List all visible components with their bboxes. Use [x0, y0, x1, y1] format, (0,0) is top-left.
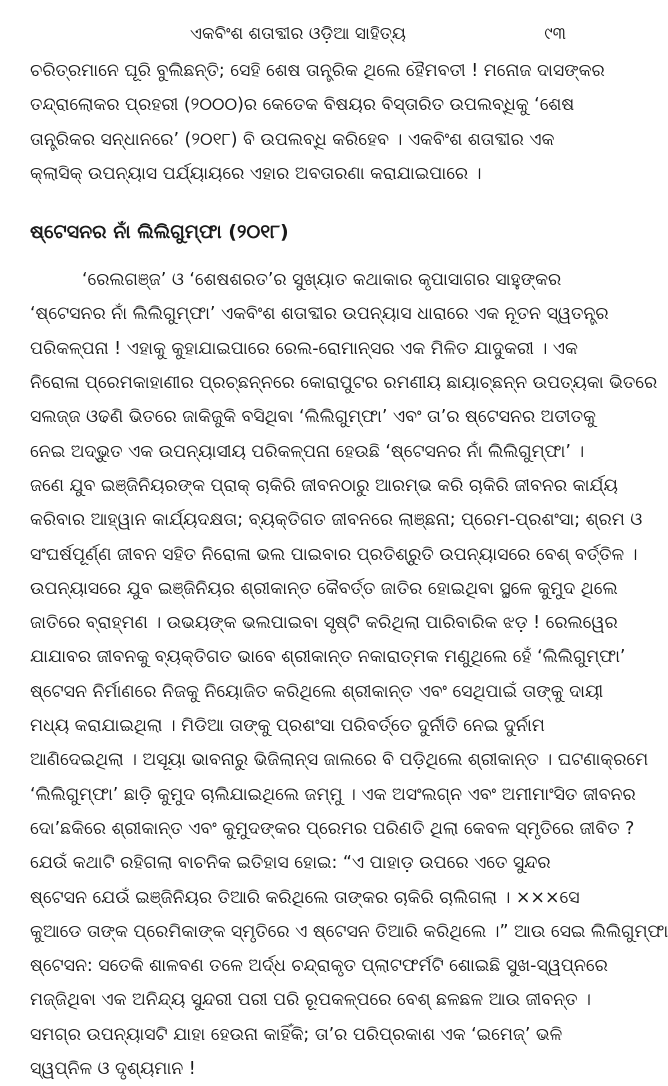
text-line: ଷ୍ଟେସନ ଯେଉଁ ଇଞ୍ଜିନିୟର ତିଆରି କରିଥିଲେ ତାଙ୍କର ଚାକିରି ଚାଲିଗଲା । ×××ସେ	[30, 887, 580, 908]
paragraph-1	[30, 54, 605, 191]
text-line: ଯେଉଁ କଥାଟି ରହିଗଲା ବାଚନିକ ଇତିହାସ ହୋଇ: “ଏ ପାହାଡ଼ ଉପରେ ଏତେ ସୁନ୍ଦର	[30, 853, 551, 874]
text-line: ଚରିତ୍ରମାନେ ଘୂରି ବୁଲିଛନ୍ତି; ସେହି ଶେଷ ତାନ୍ତ୍ରିକ ଥିଲେ ହୈମବତୀ ! ମନୋଜ ଦାସଙ୍କର	[30, 61, 605, 81]
text-line: ସଲଜ୍ଜ ଓଢଣି ଭିତରେ ଜାକିଜୁକି ବସିଥିବା ‘ଲିଲିଗୁମ୍ଫା’ ଏବଂ ତା’ର ଷ୍ଟେସନର ଅତୀତକୁ	[30, 407, 596, 428]
text-line: ତନ୍ଦ୍ରାଲୋକର ପ୍ରହରୀ (୨୦୦୦)ର କେତେକ ବିଷୟର ବିସ୍ତାରିତ ଉପଲବ୍ଧିକୁ ‘ଶେଷ	[30, 95, 575, 116]
text-line: ‘ଲିଲିଗୁମ୍ଫା’ ଛାଡ଼ି କୁମୁଦ ଚାଲିଯାଇଥିଲେ ଜମ୍ମୁ । ଏକ ଅସଂଲଗ୍ନ ଏବଂ ଅମୀମାଂସିତ ଜୀବନର	[30, 784, 636, 805]
text-line: ମଜ୍ଜିଥିବା ଏକ ଅନିନ୍ଦ୍ୟ ସୁନ୍ଦରୀ ପରୀ ପରି ରୂପକଳ୍ପରେ ବେଶ୍ ଛଳଛଳ ଆଉ ଜୀବନ୍ତ ।	[30, 990, 591, 1011]
text-line: ‘ଷ୍ଟେସନର ନାଁ ଲିଲିଗୁମ୍ଫା’ ଏକବିଂଶ ଶତାବ୍ଦୀର ଉପନ୍ୟାସ ଧାରାରେ ଏକ ନୂତନ ସ୍ୱତନ୍ତ୍ର	[30, 304, 609, 325]
text-line: ସମଗ୍ର ଉପନ୍ୟାସଟି ଯାହା ହେଉନା କାହିଁକି; ତା’ର ପରିପ୍ରକାଶ ଏକ ‘ଇମେଜ୍’ ଭଳି	[30, 1024, 563, 1045]
text-line: କୁଆଡେ ତାଙ୍କ ପ୍ରେମିକାଙ୍କ ସ୍ମୃତିରେ ଏ ଷ୍ଟେସନ ତିଆରି କରିଥିଲେ ।” ଆଉ ସେଇ ଲିଲିଗୁମ୍ଫା	[30, 921, 668, 942]
running-title: ଏକବିଂଶ ଶତାବ୍ଦୀର ଓଡ଼ିଆ ସାହିତ୍ୟ	[190, 24, 406, 44]
running-header	[30, 14, 566, 54]
page-number: ୯୩	[544, 24, 566, 44]
text-line: ପରିକଳ୍ପନା ! ଏହାକୁ କୁହାଯାଇପାରେ ରେଲ-ରୋମାନ୍ସର ଏକ ମିଳିତ ଯାଦୁକରୀ । ଏକ	[30, 338, 578, 359]
text-line: ଜାତିରେ ବ୍ରାହ୍ମଣ । ଉଭୟଙ୍କ ଭଲପାଇବା ସୃଷ୍ଟି କରିଥିଲା ପାରିବାରିକ ଝଡ଼ ! ରେଲୱେର	[30, 613, 618, 634]
text-line: କ୍ଲାସିକ୍ ଉପନ୍ୟାସ ପର୍ଯ୍ୟାୟରେ ଏହାର ଅବତାରଣା କରାଯାଇପାରେ ।	[30, 163, 482, 184]
text-line: ଯାଯାବର ଜୀବନକୁ ବ୍ୟକ୍ତିଗତ ଭାବେ ଶ୍ରୀକାନ୍ତ ନକାରାତ୍ମକ ମଣୁଥିଲେ ହେଁ ‘ଲିଲିଗୁମ୍ଫା’	[30, 647, 626, 668]
text-line: ତାନ୍ତ୍ରିକର ସନ୍ଧାନରେ’ (୨୦୧୮) ବି ଉପଲବ୍ଧି କରିହେବ । ଏକବିଂଶ ଶତାବ୍ଦୀର ଏକ	[30, 129, 555, 150]
text-line: ନିରୋଳା ପ୍ରେମକାହାଣୀର ପ୍ରଚ୍ଛନ୍ନରେ କୋରାପୁଟର ରମଣୀୟ ଛାୟାଚ୍ଛନ୍ନ ଉପତ୍ୟକା ଭିତରେ	[30, 373, 658, 394]
section-heading: ଷ୍ଟେସନର ନାଁ ଲିଲିଗୁମ୍ଫା (୨୦୧୮)	[30, 221, 289, 244]
text-line: ଦୋ’ଛକିରେ ଶ୍ରୀକାନ୍ତ ଏବଂ କୁମୁଦଙ୍କର ପ୍ରେମର ପରିଣତି ଥିଲା କେବଳ ସ୍ମୃତିରେ ଜୀବିତ ?	[30, 818, 635, 839]
text-line: ସଂଘର୍ଷପୂର୍ଣ୍ଣ ଜୀବନ ସହିତ ନିରୋଳା ଭଲ ପାଇବାର ପ୍ରତିଶ୍ରୁତି ଉପନ୍ୟାସରେ ବେଶ୍ ବର୍ତ୍ତିଳ ।	[30, 544, 638, 565]
text-line: ନେଇ ଅଦ୍ଭୁତ ଏକ ଉପନ୍ୟାସୀୟ ପରିକଳ୍ପନା ହେଉଛି ‘ଷ୍ଟେସନର ନାଁ ଲିଲିଗୁମ୍ଫା’ ।	[30, 441, 585, 462]
paragraph-2	[30, 263, 668, 1086]
text-line: ଉପନ୍ୟାସରେ ଯୁବ ଇଞ୍ଜିନିୟର ଶ୍ରୀକାନ୍ତ କୈବର୍ତ୍ତ ଜାତିର ହୋଇଥିବା ସ୍ଥଳେ କୁମୁଦ ଥିଲେ	[30, 578, 618, 599]
text-line: ଜଣେ ଯୁବ ଇଞ୍ଜିନିୟରଙ୍କ ପ୍ରାକ୍ ଚାକିରି ଜୀବନଠାରୁ ଆରମ୍ଭ କରି ଚାକିରି ଜୀବନର କାର୍ଯ୍ୟ	[30, 475, 618, 496]
text-line: କରିବାର ଆହ୍ୱାନ କାର୍ଯ୍ୟଦକ୍ଷତା; ବ୍ୟକ୍ତିଗତ ଜୀବନରେ ଲାଞ୍ଛନା; ପ୍ରେମ-ପ୍ରଶଂସା; ଶ୍ରମ ଓ	[30, 510, 643, 531]
text-line: ମଧ୍ୟ କରାଯାଇଥିଲା । ମିଡିଆ ତାଙ୍କୁ ପ୍ରଶଂସା ପରିବର୍ତ୍ତେ ଦୁର୍ନୀତି ନେଇ ଦୁର୍ନାମ	[30, 716, 545, 737]
text-line: ‘ରେଲଗଞ୍ଜ’ ଓ ‘ଶେଷଶରତ’ର ସୁଖ୍ୟାତ କଥାକାର କୃପାସାଗର ସାହୁଙ୍କର	[82, 270, 562, 291]
text-line: ଷ୍ଟେସନ ନିର୍ମାଣରେ ନିଜକୁ ନିୟୋଜିତ କରିଥିଲେ ଶ୍ରୀକାନ୍ତ ଏବଂ ସେଥିପାଇଁ ତାଙ୍କୁ ଦାୟୀ	[30, 681, 604, 702]
text-line: ଷ୍ଟେସନ: ସତେକି ଶାଳବଣ ତଳେ ଅର୍ଦ୍ଧ ଚନ୍ଦ୍ରାକୃତ ପ୍ଲାଟଫର୍ମଟି ଶୋଇଛି ସୁଖ-ସ୍ୱପ୍ନରେ	[30, 956, 608, 977]
text-line: ସ୍ୱପ୍ନିଳ ଓ ଦୃଶ୍ୟମାନ !	[30, 1059, 196, 1080]
text-line: ଆଣିଦେଇଥିଲା । ଅସୂୟା ଭାବନାରୁ ଭିଜିଲାନ୍ସ ଜାଲରେ ବି ପଡ଼ିଥିଲେ ଶ୍ରୀକାନ୍ତ । ଘଟଣାକ୍ରମେ	[30, 750, 649, 771]
